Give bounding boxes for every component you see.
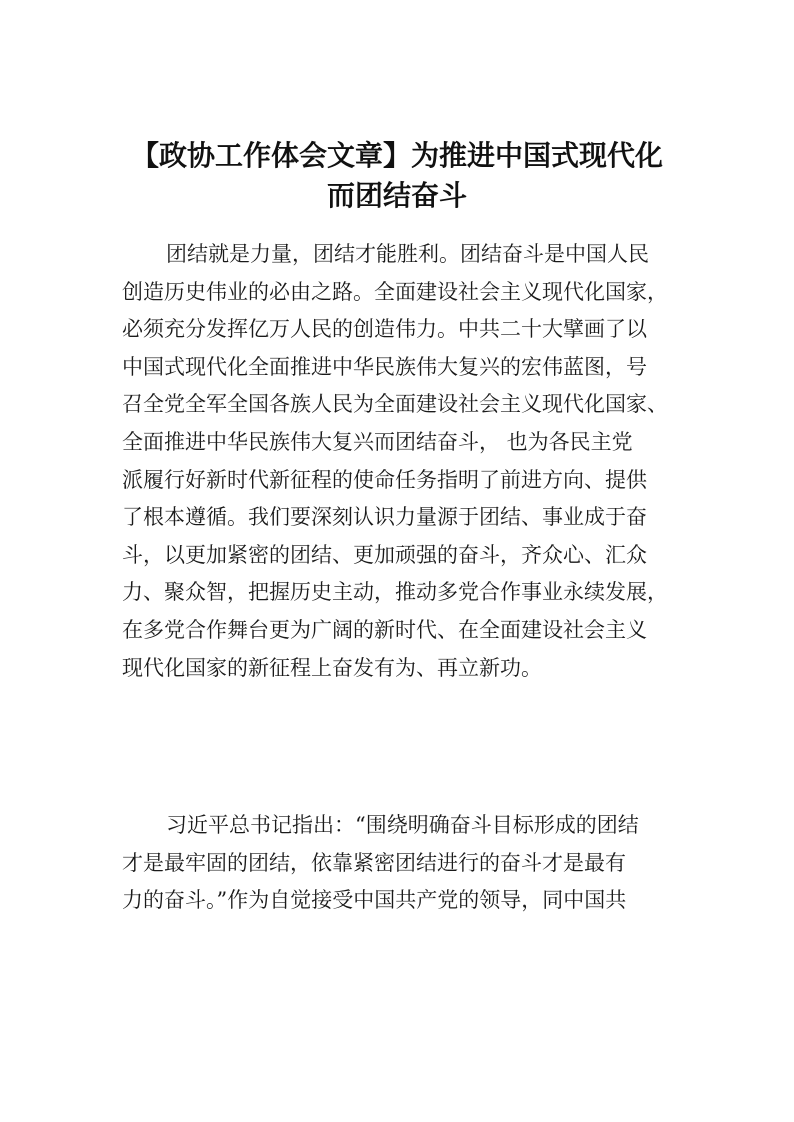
text-line: 现代化国家的新征程上奋发有为、再立新功。 (122, 655, 542, 680)
text-line: 习近平总书记指出：“围绕明确奋斗目标形成的团结 (166, 813, 639, 837)
text-line: 才是最牢固的团结，依靠紧密团结进行的奋斗才是最有 (122, 850, 626, 875)
text-line: 中国式现代化全面推进中华民族伟大复兴的宏伟蓝图，号 (122, 354, 647, 379)
text-line: 创造历史伟业的必由之路。全面建设社会主义现代化国家， (122, 279, 668, 304)
text-line: 力、聚众智，把握历史主动，推动多党合作事业永续发展， (122, 580, 668, 605)
text-line: 斗，以更加紧密的团结、更加顽强的奋斗，齐众心、汇众 (122, 542, 647, 567)
paragraph-2 (122, 807, 712, 920)
document-title (100, 136, 694, 216)
text-line: 必须充分发挥亿万人民的创造伟力。中共二十大擘画了以 (122, 317, 647, 342)
text-line: 在多党合作舞台更为广阔的新时代、在全面建设社会主义 (122, 617, 647, 642)
text-line: 召全党全军全国各族人民为全面建设社会主义现代化国家、 (122, 392, 668, 417)
text-line: 团结就是力量，团结才能胜利。团结奋斗是中国人民 (166, 242, 649, 266)
text-line: 全面推进中华民族伟大复兴而团结奋斗， 也为各民主党 (122, 429, 633, 454)
title-line: 【政协工作体会文章】为推进中国式现代化 (130, 139, 663, 172)
paragraph-1 (122, 236, 712, 687)
title-line: 而团结奋斗 (326, 179, 467, 212)
text-line: 力的奋斗。”作为自觉接受中国共产党的领导，同中国共 (122, 888, 627, 913)
text-line: 派履行好新时代新征程的使命任务指明了前进方向、提供 (122, 467, 647, 492)
text-line: 了根本遵循。我们要深刻认识力量源于团结、事业成于奋 (122, 505, 647, 530)
